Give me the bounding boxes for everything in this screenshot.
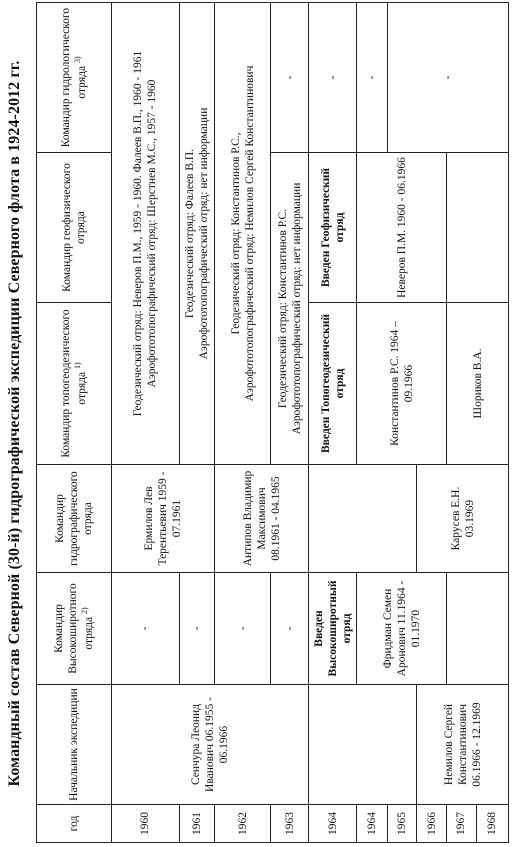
header-geoph: Командир геофизического отряда — [37, 153, 112, 303]
topo-cell-shorikov: Шориков В.А. — [447, 303, 509, 465]
hydrol-cell: - — [309, 3, 357, 153]
merged-cell-1960: Геодезический отряд: Неверов П.М., 1959 - 1960. Фалеев В.П., 1960 - 1961 Аэрофототопографический отряд: Шерстнев М.С., 1957 - 1960 — [111, 3, 179, 465]
hydrol-cell: - — [357, 3, 388, 153]
year-cell: 1962 — [215, 805, 271, 843]
highprec-cell: - — [111, 573, 179, 685]
page-title: Командный состав Северной (30-й) гидрографической экспедиции Северного флота в 1924-2012 гг. — [6, 60, 23, 787]
merged-cell-1961: Геодезический отряд: Фалеев В.П. Аэрофототопографический отряд: нет информации — [180, 3, 215, 465]
year-cell: 1961 — [180, 805, 215, 843]
year-cell: 1960 — [111, 805, 179, 843]
year-cell: 1964 — [309, 805, 357, 843]
year-cell: 1966 — [417, 805, 447, 843]
highprec-cell-empty — [447, 573, 509, 685]
header-row — [37, 3, 112, 843]
merged-cell-1962: Геодезический отряд: Константинов Р.С., Аэрофототопографический отряд: Немилов Сергей Константинович — [215, 3, 271, 465]
table-row-1964a — [309, 3, 357, 843]
header-year: год — [37, 805, 112, 843]
header-hydro: Командир гидрографического отряда — [37, 465, 112, 573]
year-cell: 1965 — [388, 805, 417, 843]
header-topo: Командир топогеодезического отряда $^{1)}$ — [37, 303, 112, 465]
topo-cell-konstantinov: Константинов Р.С. 1964 – 09.1966 — [357, 303, 447, 465]
highprec-cell-friedman: Фридман Семен Аронович 11.1964 - 01.1970 — [357, 573, 447, 685]
hydro-cell-empty — [309, 465, 417, 573]
geoph-cell-neverov: Неверов П.М. 1960 - 06.1966 — [357, 153, 447, 303]
geoph-cell-empty — [447, 153, 509, 303]
header-chief: Начальник экспедиции — [37, 685, 112, 805]
header-hydrol: Командир гидрологического отряда $^{3)}$ — [37, 3, 112, 153]
table-row-1960 — [111, 3, 179, 843]
hydro-cell-3: Карусев Е.Н. 03.1969 — [417, 465, 509, 573]
command-table — [36, 2, 509, 843]
highprec-cell: - — [270, 573, 308, 685]
year-cell: 1964 — [357, 805, 388, 843]
merged-cell-1963: Геодезический отряд: Константинов Р.С. Аэрофототопографический отряд: нет информации — [270, 153, 308, 465]
year-cell: 1963 — [270, 805, 308, 843]
topo-cell: Введен Топогеодезический отряд — [309, 303, 357, 465]
hydro-cell-1: Ермилов Лев Терентьевич 1959 - 07.1961 — [111, 465, 215, 573]
geoph-cell: Введен Геофизический отряд — [309, 153, 357, 303]
chief-cell-2: Немилов Сергей Константинович 06.1966 - 12.1969 — [417, 685, 509, 805]
year-cell: 1968 — [476, 805, 508, 843]
hydro-cell-2: Антипов Владимир Максимович 08.1961 - 04.1965 — [215, 465, 309, 573]
year-cell: 1967 — [447, 805, 477, 843]
highprec-cell: - — [180, 573, 215, 685]
chief-cell-1: Сенчура Леонид Иванович 06.1955 - 06.1966 — [111, 685, 309, 805]
highprec-cell: Введен Высокоширотный отряд — [309, 573, 357, 685]
chief-cell-empty — [309, 685, 417, 805]
highprec-cell: - — [215, 573, 271, 685]
hydrol-cell: - — [388, 3, 509, 153]
header-highprec: Командир Высокоширотного отряда $^{2)}$ — [37, 573, 112, 685]
hydrol-cell: - — [270, 3, 308, 153]
